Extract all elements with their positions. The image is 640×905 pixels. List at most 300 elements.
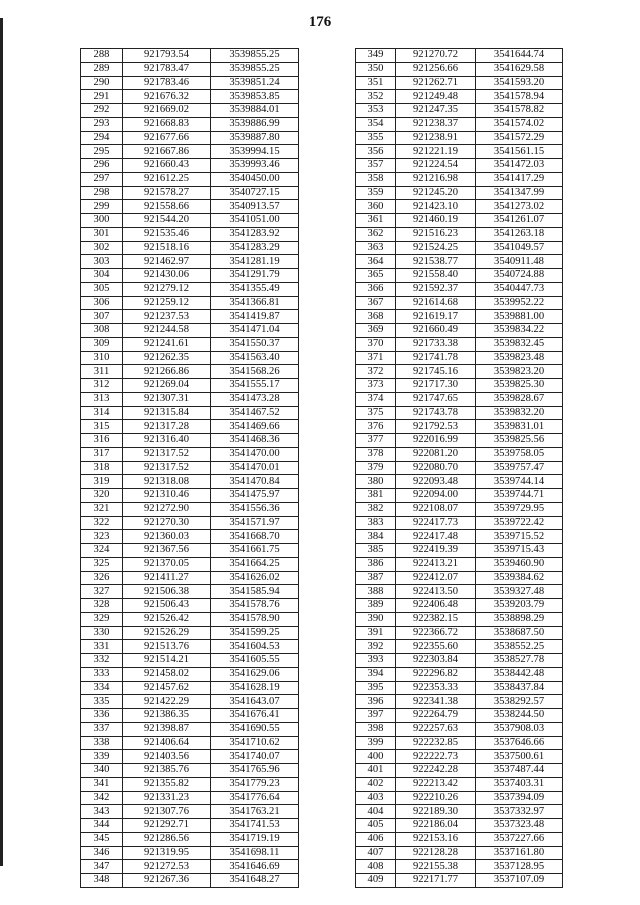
y-coordinate-cell: 3538898.29 [476, 612, 563, 626]
x-coordinate-cell: 921316.40 [123, 434, 211, 448]
table-row [81, 296, 299, 310]
point-number-cell: 331 [81, 640, 123, 654]
table-row [356, 832, 563, 846]
y-coordinate-cell: 3541605.55 [211, 654, 299, 668]
y-coordinate-cell: 3539834.22 [476, 324, 563, 338]
table-row [356, 544, 563, 558]
y-coordinate-cell: 3541291.79 [211, 269, 299, 283]
y-coordinate-cell: 3539855.25 [211, 62, 299, 76]
point-number-cell: 351 [356, 76, 396, 90]
point-number-cell: 295 [81, 145, 123, 159]
y-coordinate-cell: 3541578.90 [211, 612, 299, 626]
y-coordinate-cell: 3538244.50 [476, 709, 563, 723]
point-number-cell: 381 [356, 489, 396, 503]
x-coordinate-cell: 921319.95 [123, 846, 211, 860]
x-coordinate-cell: 921315.84 [123, 406, 211, 420]
y-coordinate-cell: 3539823.48 [476, 351, 563, 365]
x-coordinate-cell: 921269.04 [123, 379, 211, 393]
y-coordinate-cell: 3539715.52 [476, 530, 563, 544]
y-coordinate-cell: 3541470.84 [211, 475, 299, 489]
table-row [356, 337, 563, 351]
table-row [81, 832, 299, 846]
table-row [356, 736, 563, 750]
x-coordinate-cell: 921262.71 [396, 76, 476, 90]
table-row [81, 667, 299, 681]
point-number-cell: 394 [356, 667, 396, 681]
y-coordinate-cell: 3541661.75 [211, 544, 299, 558]
x-coordinate-cell: 921244.58 [123, 324, 211, 338]
point-number-cell: 368 [356, 310, 396, 324]
x-coordinate-cell: 921266.86 [123, 365, 211, 379]
point-number-cell: 364 [356, 255, 396, 269]
table-row [81, 777, 299, 791]
point-number-cell: 337 [81, 722, 123, 736]
x-coordinate-cell: 921514.21 [123, 654, 211, 668]
y-coordinate-cell: 3541741.53 [211, 819, 299, 833]
y-coordinate-cell: 3541763.21 [211, 805, 299, 819]
table-row [356, 612, 563, 626]
table-row [81, 186, 299, 200]
y-coordinate-cell: 3541283.29 [211, 241, 299, 255]
point-number-cell: 333 [81, 667, 123, 681]
y-coordinate-cell: 3539729.95 [476, 502, 563, 516]
point-number-cell: 297 [81, 172, 123, 186]
point-number-cell: 310 [81, 351, 123, 365]
y-coordinate-cell: 3540447.73 [476, 282, 563, 296]
y-coordinate-cell: 3539384.62 [476, 571, 563, 585]
table-row [356, 585, 563, 599]
table-row [356, 62, 563, 76]
point-number-cell: 376 [356, 420, 396, 434]
x-coordinate-cell: 922242.28 [396, 764, 476, 778]
point-number-cell: 373 [356, 379, 396, 393]
table-row [356, 846, 563, 860]
y-coordinate-cell: 3541417.29 [476, 172, 563, 186]
x-coordinate-cell: 922080.70 [396, 461, 476, 475]
y-coordinate-cell: 3539886.99 [211, 117, 299, 131]
y-coordinate-cell: 3541283.92 [211, 227, 299, 241]
y-coordinate-cell: 3541593.20 [476, 76, 563, 90]
x-coordinate-cell: 921355.82 [123, 777, 211, 791]
point-number-cell: 321 [81, 502, 123, 516]
x-coordinate-cell: 921457.62 [123, 681, 211, 695]
point-number-cell: 348 [81, 874, 123, 888]
table-row [81, 874, 299, 888]
y-coordinate-cell: 3537128.95 [476, 860, 563, 874]
page-number: 176 [308, 14, 332, 30]
y-coordinate-cell: 3537161.80 [476, 846, 563, 860]
y-coordinate-cell: 3541574.02 [476, 117, 563, 131]
point-number-cell: 322 [81, 516, 123, 530]
y-coordinate-cell: 3540450.00 [211, 172, 299, 186]
x-coordinate-cell: 921317.28 [123, 420, 211, 434]
point-number-cell: 357 [356, 159, 396, 173]
point-number-cell: 345 [81, 832, 123, 846]
table-row [356, 296, 563, 310]
x-coordinate-cell: 921612.25 [123, 172, 211, 186]
x-coordinate-cell: 922296.82 [396, 667, 476, 681]
x-coordinate-cell: 921676.32 [123, 90, 211, 104]
x-coordinate-cell: 921386.35 [123, 709, 211, 723]
x-coordinate-cell: 921526.29 [123, 626, 211, 640]
y-coordinate-cell: 3541281.19 [211, 255, 299, 269]
point-number-cell: 352 [356, 90, 396, 104]
x-coordinate-cell: 921331.23 [123, 791, 211, 805]
point-number-cell: 327 [81, 585, 123, 599]
y-coordinate-cell: 3541644.74 [476, 49, 563, 63]
point-number-cell: 362 [356, 227, 396, 241]
y-coordinate-cell: 3541347.99 [476, 186, 563, 200]
x-coordinate-cell: 921385.76 [123, 764, 211, 778]
point-number-cell: 312 [81, 379, 123, 393]
y-coordinate-cell: 3541698.11 [211, 846, 299, 860]
table-row [81, 461, 299, 475]
x-coordinate-cell: 922232.85 [396, 736, 476, 750]
table-row [356, 49, 563, 63]
point-number-cell: 349 [356, 49, 396, 63]
x-coordinate-cell: 921317.52 [123, 461, 211, 475]
point-number-cell: 367 [356, 296, 396, 310]
table-row [356, 516, 563, 530]
point-number-cell: 303 [81, 255, 123, 269]
y-coordinate-cell: 3541556.36 [211, 502, 299, 516]
y-coordinate-cell: 3537394.09 [476, 791, 563, 805]
y-coordinate-cell: 3538442.48 [476, 667, 563, 681]
x-coordinate-cell: 921614.68 [396, 296, 476, 310]
table-row [81, 599, 299, 613]
table-row [81, 654, 299, 668]
y-coordinate-cell: 3541690.55 [211, 722, 299, 736]
table-row [81, 117, 299, 131]
y-coordinate-cell: 3537403.31 [476, 777, 563, 791]
x-coordinate-cell: 921262.35 [123, 351, 211, 365]
point-number-cell: 323 [81, 530, 123, 544]
table-row [356, 434, 563, 448]
table-row [81, 736, 299, 750]
table-row [81, 200, 299, 214]
x-coordinate-cell: 921245.20 [396, 186, 476, 200]
point-number-cell: 395 [356, 681, 396, 695]
y-coordinate-cell: 3541776.64 [211, 791, 299, 805]
point-number-cell: 347 [81, 860, 123, 874]
coordinates-table-right [355, 48, 563, 888]
x-coordinate-cell: 921535.46 [123, 227, 211, 241]
x-coordinate-cell: 922257.63 [396, 722, 476, 736]
y-coordinate-cell: 3541263.18 [476, 227, 563, 241]
x-coordinate-cell: 921241.61 [123, 337, 211, 351]
point-number-cell: 358 [356, 172, 396, 186]
table-row [356, 599, 563, 613]
table-row [356, 324, 563, 338]
x-coordinate-cell: 922413.21 [396, 557, 476, 571]
point-number-cell: 304 [81, 269, 123, 283]
table-row [81, 791, 299, 805]
x-coordinate-cell: 921272.90 [123, 502, 211, 516]
table-row [81, 172, 299, 186]
y-coordinate-cell: 3541740.07 [211, 750, 299, 764]
y-coordinate-cell: 3537227.66 [476, 832, 563, 846]
y-coordinate-cell: 3541765.96 [211, 764, 299, 778]
x-coordinate-cell: 922222.73 [396, 750, 476, 764]
table-row [81, 392, 299, 406]
table-row [356, 860, 563, 874]
y-coordinate-cell: 3541648.27 [211, 874, 299, 888]
table-row [356, 282, 563, 296]
point-number-cell: 343 [81, 805, 123, 819]
y-coordinate-cell: 3537323.48 [476, 819, 563, 833]
table-row [356, 200, 563, 214]
point-number-cell: 400 [356, 750, 396, 764]
y-coordinate-cell: 3537107.09 [476, 874, 563, 888]
point-number-cell: 311 [81, 365, 123, 379]
y-coordinate-cell: 3540911.48 [476, 255, 563, 269]
x-coordinate-cell: 921526.42 [123, 612, 211, 626]
table-row [81, 324, 299, 338]
x-coordinate-cell: 921460.19 [396, 214, 476, 228]
y-coordinate-cell: 3541578.94 [476, 90, 563, 104]
point-number-cell: 342 [81, 791, 123, 805]
x-coordinate-cell: 921317.52 [123, 447, 211, 461]
page-left-edge [0, 18, 3, 866]
x-coordinate-cell: 922406.48 [396, 599, 476, 613]
y-coordinate-cell: 3541468.36 [211, 434, 299, 448]
y-coordinate-cell: 3541629.06 [211, 667, 299, 681]
x-coordinate-cell: 921592.37 [396, 282, 476, 296]
y-coordinate-cell: 3541578.82 [476, 104, 563, 118]
point-number-cell: 404 [356, 805, 396, 819]
x-coordinate-cell: 921403.56 [123, 750, 211, 764]
x-coordinate-cell: 921423.10 [396, 200, 476, 214]
x-coordinate-cell: 921667.86 [123, 145, 211, 159]
point-number-cell: 408 [356, 860, 396, 874]
x-coordinate-cell: 921238.91 [396, 131, 476, 145]
point-number-cell: 355 [356, 131, 396, 145]
x-coordinate-cell: 921745.16 [396, 365, 476, 379]
point-number-cell: 326 [81, 571, 123, 585]
table-row [81, 434, 299, 448]
point-number-cell: 294 [81, 131, 123, 145]
point-number-cell: 325 [81, 557, 123, 571]
table-row [356, 365, 563, 379]
x-coordinate-cell: 921516.23 [396, 227, 476, 241]
point-number-cell: 399 [356, 736, 396, 750]
table-row [356, 227, 563, 241]
x-coordinate-cell: 922128.28 [396, 846, 476, 860]
point-number-cell: 313 [81, 392, 123, 406]
y-coordinate-cell: 3539823.20 [476, 365, 563, 379]
x-coordinate-cell: 921286.56 [123, 832, 211, 846]
point-number-cell: 298 [81, 186, 123, 200]
y-coordinate-cell: 3539758.05 [476, 447, 563, 461]
table-row [81, 626, 299, 640]
point-number-cell: 329 [81, 612, 123, 626]
y-coordinate-cell: 3537500.61 [476, 750, 563, 764]
y-coordinate-cell: 3541629.58 [476, 62, 563, 76]
y-coordinate-cell: 3541604.53 [211, 640, 299, 654]
x-coordinate-cell: 922412.07 [396, 571, 476, 585]
table-row [81, 269, 299, 283]
x-coordinate-cell: 921544.20 [123, 214, 211, 228]
point-number-cell: 306 [81, 296, 123, 310]
y-coordinate-cell: 3541710.62 [211, 736, 299, 750]
x-coordinate-cell: 921677.66 [123, 131, 211, 145]
table-row [81, 502, 299, 516]
y-coordinate-cell: 3538552.25 [476, 640, 563, 654]
y-coordinate-cell: 3538687.50 [476, 626, 563, 640]
table-row [81, 805, 299, 819]
x-coordinate-cell: 921270.30 [123, 516, 211, 530]
y-coordinate-cell: 3541628.19 [211, 681, 299, 695]
y-coordinate-cell: 3541561.15 [476, 145, 563, 159]
x-coordinate-cell: 921216.98 [396, 172, 476, 186]
table-row [356, 214, 563, 228]
point-number-cell: 366 [356, 282, 396, 296]
table-row [81, 49, 299, 63]
point-number-cell: 339 [81, 750, 123, 764]
x-coordinate-cell: 921247.35 [396, 104, 476, 118]
point-number-cell: 401 [356, 764, 396, 778]
point-number-cell: 324 [81, 544, 123, 558]
point-number-cell: 317 [81, 447, 123, 461]
x-coordinate-cell: 921538.77 [396, 255, 476, 269]
point-number-cell: 371 [356, 351, 396, 365]
point-number-cell: 379 [356, 461, 396, 475]
x-coordinate-cell: 921224.54 [396, 159, 476, 173]
x-coordinate-cell: 921270.72 [396, 49, 476, 63]
table-row [356, 750, 563, 764]
table-row [81, 571, 299, 585]
point-number-cell: 300 [81, 214, 123, 228]
table-row [356, 310, 563, 324]
point-number-cell: 375 [356, 406, 396, 420]
point-number-cell: 377 [356, 434, 396, 448]
x-coordinate-cell: 921360.03 [123, 530, 211, 544]
table-row [356, 447, 563, 461]
point-number-cell: 335 [81, 695, 123, 709]
table-row [356, 764, 563, 778]
x-coordinate-cell: 921506.38 [123, 585, 211, 599]
x-coordinate-cell: 921430.06 [123, 269, 211, 283]
point-number-cell: 372 [356, 365, 396, 379]
point-number-cell: 346 [81, 846, 123, 860]
y-coordinate-cell: 3539831.01 [476, 420, 563, 434]
point-number-cell: 291 [81, 90, 123, 104]
table-row [81, 310, 299, 324]
x-coordinate-cell: 921793.54 [123, 49, 211, 63]
x-coordinate-cell: 922171.77 [396, 874, 476, 888]
y-coordinate-cell: 3538527.78 [476, 654, 563, 668]
y-coordinate-cell: 3539832.45 [476, 337, 563, 351]
x-coordinate-cell: 922366.72 [396, 626, 476, 640]
y-coordinate-cell: 3541051.00 [211, 214, 299, 228]
x-coordinate-cell: 921422.29 [123, 695, 211, 709]
point-number-cell: 344 [81, 819, 123, 833]
table-row [81, 530, 299, 544]
point-number-cell: 409 [356, 874, 396, 888]
y-coordinate-cell: 3540913.57 [211, 200, 299, 214]
point-number-cell: 302 [81, 241, 123, 255]
table-row [356, 186, 563, 200]
table-row [81, 709, 299, 723]
table-row [356, 557, 563, 571]
y-coordinate-cell: 3541475.97 [211, 489, 299, 503]
x-coordinate-cell: 921237.53 [123, 310, 211, 324]
table-row [356, 406, 563, 420]
y-coordinate-cell: 3541571.97 [211, 516, 299, 530]
table-row [81, 612, 299, 626]
x-coordinate-cell: 922419.39 [396, 544, 476, 558]
y-coordinate-cell: 3539757.47 [476, 461, 563, 475]
point-number-cell: 308 [81, 324, 123, 338]
point-number-cell: 328 [81, 599, 123, 613]
y-coordinate-cell: 3541471.04 [211, 324, 299, 338]
table-row [356, 640, 563, 654]
point-number-cell: 354 [356, 117, 396, 131]
x-coordinate-cell: 921221.19 [396, 145, 476, 159]
point-number-cell: 299 [81, 200, 123, 214]
x-coordinate-cell: 922153.16 [396, 832, 476, 846]
x-coordinate-cell: 921792.53 [396, 420, 476, 434]
point-number-cell: 397 [356, 709, 396, 723]
x-coordinate-cell: 921743.78 [396, 406, 476, 420]
point-number-cell: 353 [356, 104, 396, 118]
point-number-cell: 407 [356, 846, 396, 860]
point-number-cell: 387 [356, 571, 396, 585]
x-coordinate-cell: 922186.04 [396, 819, 476, 833]
y-coordinate-cell: 3539853.85 [211, 90, 299, 104]
point-number-cell: 398 [356, 722, 396, 736]
point-number-cell: 378 [356, 447, 396, 461]
y-coordinate-cell: 3539832.20 [476, 406, 563, 420]
x-coordinate-cell: 921747.65 [396, 392, 476, 406]
point-number-cell: 315 [81, 420, 123, 434]
x-coordinate-cell: 922108.07 [396, 502, 476, 516]
coordinates-table-left [80, 48, 299, 888]
table-row [81, 819, 299, 833]
y-coordinate-cell: 3537646.66 [476, 736, 563, 750]
x-coordinate-cell: 921783.47 [123, 62, 211, 76]
point-number-cell: 370 [356, 337, 396, 351]
point-number-cell: 384 [356, 530, 396, 544]
point-number-cell: 406 [356, 832, 396, 846]
table-row [81, 365, 299, 379]
point-number-cell: 361 [356, 214, 396, 228]
y-coordinate-cell: 3540724.88 [476, 269, 563, 283]
point-number-cell: 392 [356, 640, 396, 654]
y-coordinate-cell: 3541643.07 [211, 695, 299, 709]
point-number-cell: 296 [81, 159, 123, 173]
table-row [356, 722, 563, 736]
y-coordinate-cell: 3541355.49 [211, 282, 299, 296]
point-number-cell: 292 [81, 104, 123, 118]
x-coordinate-cell: 921458.02 [123, 667, 211, 681]
point-number-cell: 319 [81, 475, 123, 489]
table-row [81, 640, 299, 654]
table-row [356, 654, 563, 668]
table-row [81, 722, 299, 736]
y-coordinate-cell: 3541664.25 [211, 557, 299, 571]
table-row [81, 90, 299, 104]
point-number-cell: 301 [81, 227, 123, 241]
x-coordinate-cell: 922417.48 [396, 530, 476, 544]
y-coordinate-cell: 3539825.30 [476, 379, 563, 393]
table-row [81, 544, 299, 558]
y-coordinate-cell: 3539744.14 [476, 475, 563, 489]
x-coordinate-cell: 922213.42 [396, 777, 476, 791]
table-row [81, 860, 299, 874]
y-coordinate-cell: 3541049.57 [476, 241, 563, 255]
x-coordinate-cell: 921668.83 [123, 117, 211, 131]
